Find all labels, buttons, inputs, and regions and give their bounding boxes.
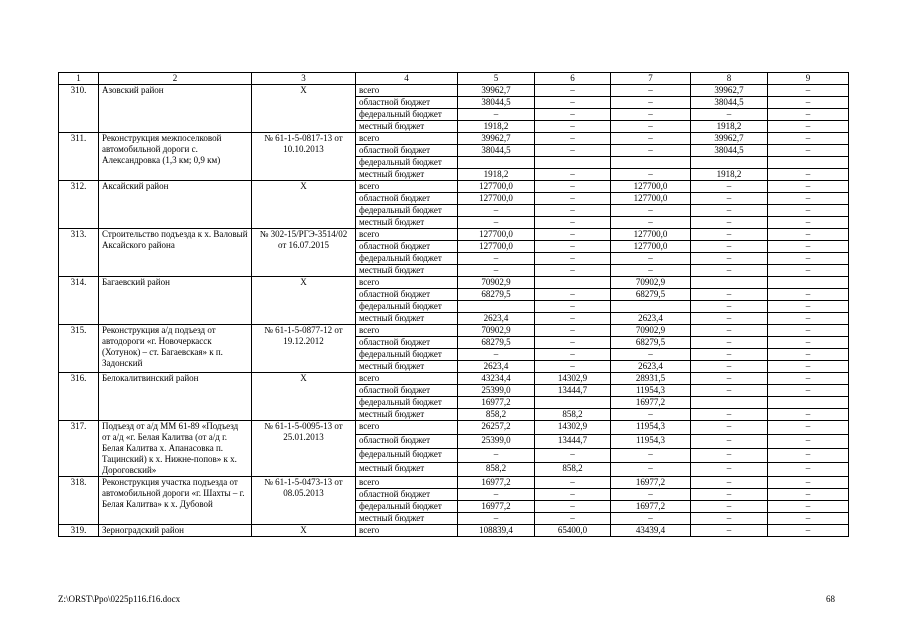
funding-source: всего bbox=[356, 477, 458, 489]
table-row bbox=[59, 373, 849, 385]
amount-cell: – bbox=[611, 205, 691, 217]
funding-source: местный бюджет bbox=[356, 313, 458, 325]
funding-source: местный бюджет bbox=[356, 463, 458, 477]
amount-cell: – bbox=[691, 193, 768, 205]
header-cell: 6 bbox=[535, 73, 611, 85]
amount-cell: 70902,9 bbox=[611, 325, 691, 337]
amount-cell: 14302,9 bbox=[535, 373, 611, 385]
amount-cell: – bbox=[768, 181, 849, 193]
amount-cell: 13444,7 bbox=[535, 435, 611, 449]
amount-cell: – bbox=[611, 409, 691, 421]
amount-cell: 1918,2 bbox=[458, 121, 535, 133]
amount-cell bbox=[458, 301, 535, 313]
amount-cell: – bbox=[691, 253, 768, 265]
table-row bbox=[59, 133, 849, 145]
funding-source: местный бюджет bbox=[356, 217, 458, 229]
amount-cell: – bbox=[768, 289, 849, 301]
header-cell: 5 bbox=[458, 73, 535, 85]
amount-cell: – bbox=[768, 421, 849, 435]
amount-cell: – bbox=[768, 241, 849, 253]
amount-cell: 2623,4 bbox=[458, 361, 535, 373]
row-number: 316. bbox=[59, 373, 99, 421]
amount-cell: 1918,2 bbox=[691, 169, 768, 181]
table-row bbox=[59, 325, 849, 337]
header-cell: 8 bbox=[691, 73, 768, 85]
amount-cell: – bbox=[768, 97, 849, 109]
amount-cell: – bbox=[768, 313, 849, 325]
funding-source: областной бюджет bbox=[356, 489, 458, 501]
document-ref: Х bbox=[252, 85, 356, 133]
amount-cell: 2623,4 bbox=[458, 313, 535, 325]
amount-cell: 1918,2 bbox=[458, 169, 535, 181]
amount-cell: – bbox=[768, 301, 849, 313]
amount-cell: – bbox=[691, 349, 768, 361]
amount-cell: – bbox=[611, 349, 691, 361]
amount-cell bbox=[768, 397, 849, 409]
amount-cell: – bbox=[611, 169, 691, 181]
amount-cell: – bbox=[611, 513, 691, 525]
amount-cell: – bbox=[691, 477, 768, 489]
budget-table bbox=[58, 72, 849, 537]
amount-cell: 68279,5 bbox=[611, 337, 691, 349]
amount-cell: 39962,7 bbox=[691, 133, 768, 145]
amount-cell: 127700,0 bbox=[611, 229, 691, 241]
amount-cell: 16977,2 bbox=[611, 501, 691, 513]
funding-source: областной бюджет bbox=[356, 97, 458, 109]
amount-cell: – bbox=[611, 449, 691, 463]
amount-cell: – bbox=[691, 325, 768, 337]
amount-cell: – bbox=[535, 145, 611, 157]
document-ref: № 61-1-5-0473-13 от 08.05.2013 bbox=[252, 477, 356, 525]
header-cell: 2 bbox=[99, 73, 252, 85]
table-row bbox=[59, 229, 849, 241]
amount-cell: – bbox=[691, 265, 768, 277]
row-number: 314. bbox=[59, 277, 99, 325]
amount-cell: – bbox=[691, 373, 768, 385]
amount-cell: – bbox=[691, 361, 768, 373]
amount-cell: 68279,5 bbox=[458, 337, 535, 349]
document-ref: Х bbox=[252, 373, 356, 421]
table-row bbox=[59, 477, 849, 489]
amount-cell: – bbox=[535, 501, 611, 513]
amount-cell: – bbox=[768, 265, 849, 277]
amount-cell: – bbox=[768, 385, 849, 397]
funding-source: всего bbox=[356, 373, 458, 385]
amount-cell: – bbox=[535, 217, 611, 229]
amount-cell: – bbox=[768, 501, 849, 513]
header-cell: 3 bbox=[252, 73, 356, 85]
amount-cell: – bbox=[535, 253, 611, 265]
amount-cell: – bbox=[768, 169, 849, 181]
amount-cell: – bbox=[768, 449, 849, 463]
row-number: 317. bbox=[59, 421, 99, 477]
amount-cell: 39962,7 bbox=[691, 85, 768, 97]
funding-source: всего bbox=[356, 325, 458, 337]
amount-cell: – bbox=[535, 121, 611, 133]
amount-cell: 16977,2 bbox=[458, 397, 535, 409]
amount-cell: 127700,0 bbox=[458, 241, 535, 253]
amount-cell: – bbox=[768, 253, 849, 265]
row-number: 311. bbox=[59, 133, 99, 181]
amount-cell: 68279,5 bbox=[611, 289, 691, 301]
amount-cell: – bbox=[691, 435, 768, 449]
amount-cell: – bbox=[535, 109, 611, 121]
amount-cell: – bbox=[691, 313, 768, 325]
amount-cell: – bbox=[768, 325, 849, 337]
amount-cell bbox=[691, 277, 768, 289]
amount-cell: 16977,2 bbox=[611, 397, 691, 409]
header-row bbox=[59, 73, 849, 85]
amount-cell bbox=[458, 157, 535, 169]
amount-cell: 108839,4 bbox=[458, 525, 535, 537]
funding-source: местный бюджет bbox=[356, 513, 458, 525]
funding-source: федеральный бюджет bbox=[356, 349, 458, 361]
amount-cell: – bbox=[768, 525, 849, 537]
amount-cell: – bbox=[768, 489, 849, 501]
object-name: Аксайский район bbox=[99, 181, 252, 229]
amount-cell: 2623,4 bbox=[611, 361, 691, 373]
object-name: Подъезд от а/д ММ 61-89 «Подъезд от а/д «г. Белая Калитва (от а/д г. Белая Калитва х. Апанасовка п. Тацинский) к х. Нижне-попов» к х. Дороговский» bbox=[99, 421, 252, 477]
document-ref: Х bbox=[252, 277, 356, 325]
amount-cell: 70902,9 bbox=[458, 325, 535, 337]
amount-cell: – bbox=[535, 449, 611, 463]
amount-cell: – bbox=[768, 133, 849, 145]
amount-cell: – bbox=[611, 121, 691, 133]
amount-cell bbox=[535, 397, 611, 409]
amount-cell: – bbox=[611, 253, 691, 265]
amount-cell: – bbox=[458, 349, 535, 361]
amount-cell: 38044,5 bbox=[691, 97, 768, 109]
amount-cell: 16977,2 bbox=[611, 477, 691, 489]
amount-cell: – bbox=[611, 463, 691, 477]
row-number: 318. bbox=[59, 477, 99, 525]
amount-cell: – bbox=[691, 109, 768, 121]
amount-cell: – bbox=[768, 193, 849, 205]
amount-cell: – bbox=[768, 337, 849, 349]
amount-cell: – bbox=[768, 477, 849, 489]
amount-cell: 25399,0 bbox=[458, 435, 535, 449]
amount-cell bbox=[768, 157, 849, 169]
amount-cell: – bbox=[691, 205, 768, 217]
funding-source: федеральный бюджет bbox=[356, 205, 458, 217]
object-name: Белокалитвинский район bbox=[99, 373, 252, 421]
amount-cell: 127700,0 bbox=[458, 193, 535, 205]
row-number: 310. bbox=[59, 85, 99, 133]
amount-cell: 68279,5 bbox=[458, 289, 535, 301]
amount-cell: 38044,5 bbox=[458, 97, 535, 109]
amount-cell: 127700,0 bbox=[611, 193, 691, 205]
amount-cell: 39962,7 bbox=[458, 133, 535, 145]
document-ref: Х bbox=[252, 181, 356, 229]
file-path: Z:\ORST\Ppo\0225p116.f16.docx bbox=[58, 594, 181, 604]
amount-cell: – bbox=[535, 349, 611, 361]
amount-cell: – bbox=[768, 145, 849, 157]
row-number: 319. bbox=[59, 525, 99, 537]
funding-source: всего bbox=[356, 525, 458, 537]
object-name: Строительство подъезда к х. Валовый Аксайского района bbox=[99, 229, 252, 277]
amount-cell: 70902,9 bbox=[611, 277, 691, 289]
amount-cell bbox=[611, 157, 691, 169]
header-cell: 7 bbox=[611, 73, 691, 85]
document-ref: № 302-15/РГЭ-3514/02 от 16.07.2015 bbox=[252, 229, 356, 277]
row-number: 313. bbox=[59, 229, 99, 277]
amount-cell: 38044,5 bbox=[458, 145, 535, 157]
amount-cell: – bbox=[611, 85, 691, 97]
amount-cell: 13444,7 bbox=[535, 385, 611, 397]
amount-cell: – bbox=[611, 133, 691, 145]
header-cell: 1 bbox=[59, 73, 99, 85]
amount-cell: – bbox=[611, 97, 691, 109]
table-row bbox=[59, 277, 849, 289]
amount-cell: 858,2 bbox=[458, 463, 535, 477]
amount-cell: 127700,0 bbox=[611, 241, 691, 253]
amount-cell: – bbox=[691, 409, 768, 421]
amount-cell bbox=[535, 277, 611, 289]
amount-cell: – bbox=[611, 489, 691, 501]
amount-cell: 11954,3 bbox=[611, 421, 691, 435]
amount-cell: – bbox=[458, 489, 535, 501]
amount-cell: – bbox=[535, 289, 611, 301]
object-name: Реконструкция а/д подъезд от автодороги «г. Новочеркасск (Хотунок) – ст. Багаевская» к п. Задонский bbox=[99, 325, 252, 373]
row-number: 315. bbox=[59, 325, 99, 373]
funding-source: всего bbox=[356, 421, 458, 435]
amount-cell: – bbox=[535, 205, 611, 217]
amount-cell: – bbox=[768, 205, 849, 217]
amount-cell: 11954,3 bbox=[611, 385, 691, 397]
funding-source: областной бюджет bbox=[356, 289, 458, 301]
funding-source: областной бюджет bbox=[356, 435, 458, 449]
amount-cell: – bbox=[691, 337, 768, 349]
amount-cell: – bbox=[691, 489, 768, 501]
object-name: Реконструкция межпоселковой автомобильной дороги с. Александровка (1,3 км; 0,9 км) bbox=[99, 133, 252, 181]
amount-cell: – bbox=[458, 217, 535, 229]
amount-cell: – bbox=[611, 145, 691, 157]
amount-cell: 858,2 bbox=[535, 409, 611, 421]
amount-cell: 858,2 bbox=[458, 409, 535, 421]
amount-cell: – bbox=[691, 513, 768, 525]
funding-source: областной бюджет bbox=[356, 241, 458, 253]
amount-cell: – bbox=[691, 289, 768, 301]
amount-cell: – bbox=[768, 373, 849, 385]
funding-source: местный бюджет bbox=[356, 409, 458, 421]
amount-cell: 16977,2 bbox=[458, 501, 535, 513]
amount-cell: – bbox=[535, 489, 611, 501]
funding-source: федеральный бюджет bbox=[356, 301, 458, 313]
amount-cell: – bbox=[768, 513, 849, 525]
funding-source: всего bbox=[356, 229, 458, 241]
funding-source: всего bbox=[356, 85, 458, 97]
amount-cell bbox=[611, 301, 691, 313]
amount-cell: 38044,5 bbox=[691, 145, 768, 157]
amount-cell: 11954,3 bbox=[611, 435, 691, 449]
funding-source: всего bbox=[356, 277, 458, 289]
amount-cell: – bbox=[535, 193, 611, 205]
amount-cell: – bbox=[691, 449, 768, 463]
funding-source: федеральный бюджет bbox=[356, 253, 458, 265]
amount-cell: – bbox=[535, 337, 611, 349]
funding-source: федеральный бюджет bbox=[356, 157, 458, 169]
funding-source: областной бюджет bbox=[356, 337, 458, 349]
amount-cell: – bbox=[691, 525, 768, 537]
table-row bbox=[59, 85, 849, 97]
funding-source: всего bbox=[356, 181, 458, 193]
amount-cell: – bbox=[535, 169, 611, 181]
amount-cell: – bbox=[611, 265, 691, 277]
amount-cell: – bbox=[611, 109, 691, 121]
header-cell: 9 bbox=[768, 73, 849, 85]
amount-cell: – bbox=[768, 229, 849, 241]
funding-source: всего bbox=[356, 133, 458, 145]
object-name: Реконструкция участка подъезда от автомобильной дороги «г. Шахты – г. Белая Калитва» к х. Дубовой bbox=[99, 477, 252, 525]
amount-cell: – bbox=[768, 463, 849, 477]
header-cell: 4 bbox=[356, 73, 458, 85]
amount-cell: – bbox=[768, 409, 849, 421]
object-name: Азовский район bbox=[99, 85, 252, 133]
funding-source: федеральный бюджет bbox=[356, 109, 458, 121]
amount-cell: – bbox=[535, 313, 611, 325]
amount-cell: 127700,0 bbox=[458, 181, 535, 193]
amount-cell: 65400,0 bbox=[535, 525, 611, 537]
amount-cell: – bbox=[458, 449, 535, 463]
amount-cell: – bbox=[535, 265, 611, 277]
amount-cell: 127700,0 bbox=[611, 181, 691, 193]
amount-cell: – bbox=[691, 181, 768, 193]
amount-cell: 43234,4 bbox=[458, 373, 535, 385]
document-ref: № 61-1-5-0095-13 от 25.01.2013 bbox=[252, 421, 356, 477]
amount-cell: – bbox=[535, 241, 611, 253]
funding-source: областной бюджет bbox=[356, 193, 458, 205]
amount-cell: – bbox=[535, 361, 611, 373]
funding-source: федеральный бюджет bbox=[356, 397, 458, 409]
amount-cell: – bbox=[535, 133, 611, 145]
amount-cell: – bbox=[691, 463, 768, 477]
funding-source: местный бюджет bbox=[356, 265, 458, 277]
table-row bbox=[59, 525, 849, 537]
amount-cell: – bbox=[691, 241, 768, 253]
funding-source: федеральный бюджет bbox=[356, 501, 458, 513]
amount-cell: 16977,2 bbox=[458, 477, 535, 489]
amount-cell: – bbox=[691, 385, 768, 397]
amount-cell: – bbox=[768, 361, 849, 373]
amount-cell bbox=[691, 157, 768, 169]
document-ref: № 61-1-5-0817-13 от 10.10.2013 bbox=[252, 133, 356, 181]
row-number: 312. bbox=[59, 181, 99, 229]
amount-cell: – bbox=[535, 97, 611, 109]
amount-cell: – bbox=[535, 513, 611, 525]
amount-cell: 43439,4 bbox=[611, 525, 691, 537]
amount-cell: – bbox=[691, 301, 768, 313]
amount-cell: – bbox=[691, 421, 768, 435]
amount-cell: – bbox=[768, 349, 849, 361]
amount-cell: 28931,5 bbox=[611, 373, 691, 385]
document-ref: № 61-1-5-0877-12 от 19.12.2012 bbox=[252, 325, 356, 373]
amount-cell: 26257,2 bbox=[458, 421, 535, 435]
amount-cell: – bbox=[458, 109, 535, 121]
amount-cell: 25399,0 bbox=[458, 385, 535, 397]
amount-cell: – bbox=[768, 217, 849, 229]
amount-cell: – bbox=[535, 229, 611, 241]
amount-cell: 1918,2 bbox=[691, 121, 768, 133]
amount-cell: – bbox=[458, 205, 535, 217]
amount-cell: – bbox=[768, 435, 849, 449]
funding-source: местный бюджет bbox=[356, 121, 458, 133]
amount-cell: – bbox=[768, 121, 849, 133]
amount-cell: 2623,4 bbox=[611, 313, 691, 325]
amount-cell: – bbox=[458, 265, 535, 277]
page-number: 68 bbox=[826, 594, 835, 604]
amount-cell bbox=[691, 397, 768, 409]
table-row bbox=[59, 421, 849, 435]
amount-cell: 127700,0 bbox=[458, 229, 535, 241]
amount-cell: – bbox=[768, 109, 849, 121]
funding-source: областной бюджет bbox=[356, 385, 458, 397]
funding-source: федеральный бюджет bbox=[356, 449, 458, 463]
amount-cell: – bbox=[535, 181, 611, 193]
amount-cell: – bbox=[535, 325, 611, 337]
funding-source: областной бюджет bbox=[356, 145, 458, 157]
amount-cell: – bbox=[535, 477, 611, 489]
table-body bbox=[59, 85, 849, 537]
amount-cell: – bbox=[535, 301, 611, 313]
amount-cell: 39962,7 bbox=[458, 85, 535, 97]
document-ref: Х bbox=[252, 525, 356, 537]
amount-cell: 858,2 bbox=[535, 463, 611, 477]
amount-cell: – bbox=[458, 513, 535, 525]
amount-cell: 14302,9 bbox=[535, 421, 611, 435]
amount-cell: – bbox=[768, 85, 849, 97]
amount-cell: 70902,9 bbox=[458, 277, 535, 289]
amount-cell: – bbox=[535, 85, 611, 97]
object-name: Багаевский район bbox=[99, 277, 252, 325]
amount-cell bbox=[535, 157, 611, 169]
amount-cell: – bbox=[611, 217, 691, 229]
amount-cell: – bbox=[458, 253, 535, 265]
table-row bbox=[59, 181, 849, 193]
amount-cell: – bbox=[691, 501, 768, 513]
object-name: Зерноградский район bbox=[99, 525, 252, 537]
amount-cell: – bbox=[691, 229, 768, 241]
amount-cell: – bbox=[691, 217, 768, 229]
amount-cell bbox=[768, 277, 849, 289]
funding-source: местный бюджет bbox=[356, 169, 458, 181]
funding-source: местный бюджет bbox=[356, 361, 458, 373]
